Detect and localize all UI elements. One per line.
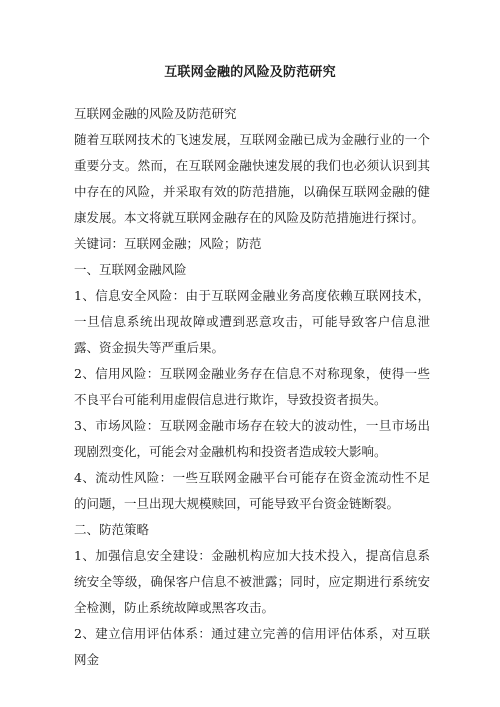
section-heading-strategies: 二、防范策略 xyxy=(74,522,150,537)
paragraph-risk-info-security: 1、信息安全风险：由于互联网金融业务高度依赖互联网技术，一旦信息系统出现故障或遭到恶意攻击，可能导致客户信息泄露、资金损失等严重后果。 xyxy=(74,288,430,355)
section-heading-risks: 一、互联网金融风险 xyxy=(74,262,187,277)
paragraph-keywords: 关键词：互联网金融；风险；防范 xyxy=(74,236,262,251)
paragraph-subtitle: 互联网金融的风险及防范研究 xyxy=(74,106,237,121)
paragraph-strategy-credit-rating: 2、建立信用评估体系：通过建立完善的信用评估体系，对互联网金 xyxy=(74,626,430,667)
document-title: 互联网金融的风险及防范研究 xyxy=(164,65,336,80)
document-body xyxy=(74,101,430,673)
paragraph-risk-liquidity: 4、流动性风险：一些互联网金融平台可能存在资金流动性不足的问题，一旦出现大规模赎回，可能导致平台资金链断裂。 xyxy=(74,470,430,511)
paragraph-risk-credit: 2、信用风险：互联网金融业务存在信息不对称现象，使得一些不良平台可能利用虚假信息进行欺诈，导致投资者损失。 xyxy=(74,366,430,407)
paragraph-intro: 随着互联网技术的飞速发展，互联网金融已成为金融行业的一个重要分支。然而，在互联网金融快速发展的我们也必须认识到其中存在的风险，并采取有效的防范措施，以确保互联网金融的健康发展。本文将就互联网金融存在的风险及防范措施进行探讨。 xyxy=(74,132,430,225)
paragraph-risk-market: 3、市场风险：互联网金融市场存在较大的波动性，一旦市场出现剧烈变化，可能会对金融机构和投资者造成较大影响。 xyxy=(74,418,430,459)
paragraph-strategy-info-security: 1、加强信息安全建设：金融机构应加大技术投入，提高信息系统安全等级，确保客户信息不被泄露；同时，应定期进行系统安全检测，防止系统故障或黑客攻击。 xyxy=(74,548,430,615)
